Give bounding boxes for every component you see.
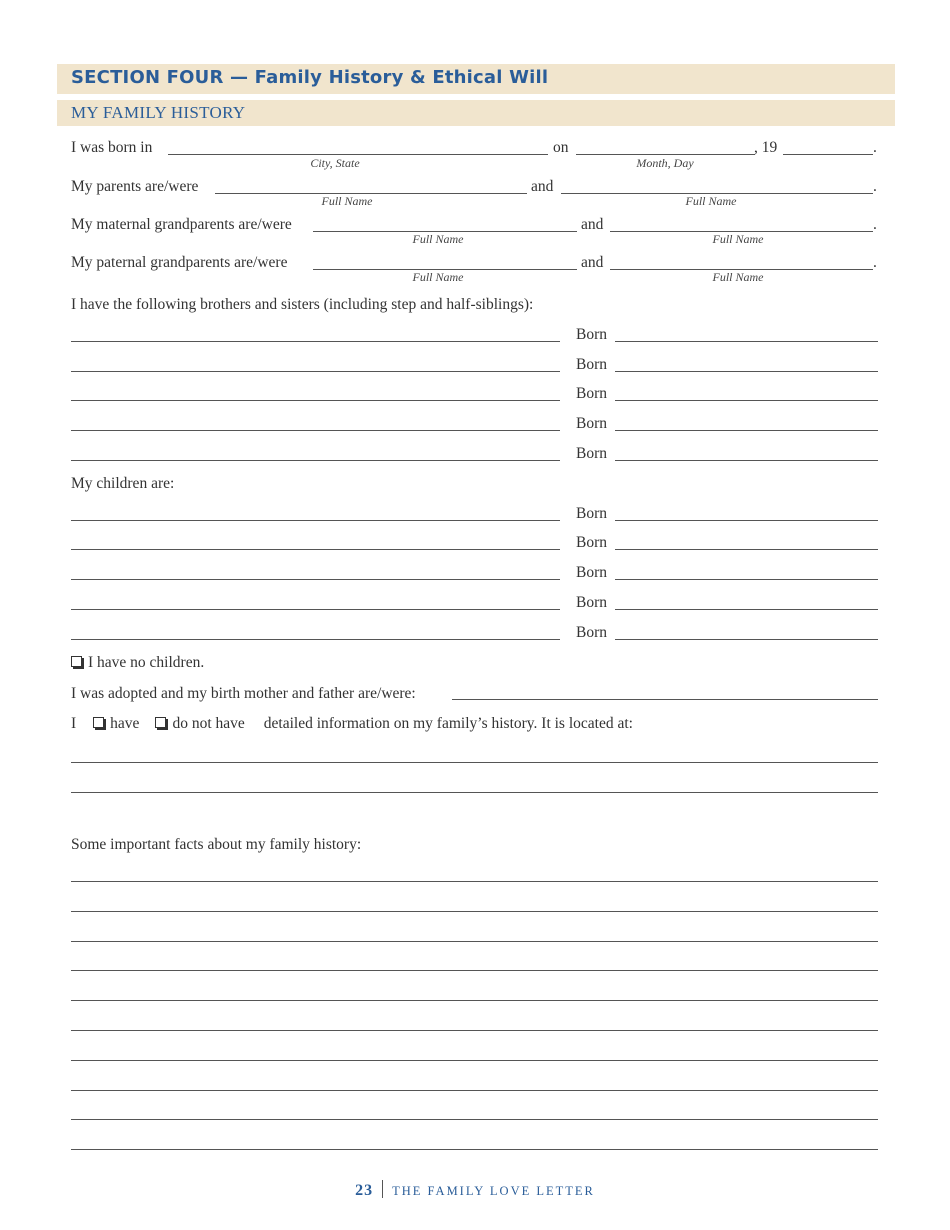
full-name-caption: Full Name <box>412 232 464 246</box>
city-state-caption: City, State <box>310 156 360 170</box>
parents-and-label: and <box>531 178 554 195</box>
siblings-label: I have the following brothers and sisters (including step and half-siblings): <box>71 296 534 313</box>
facts-field[interactable] <box>71 941 878 942</box>
full-name-caption: Full Name <box>712 270 764 284</box>
page-number: 23 <box>355 1182 374 1199</box>
month-day-caption: Month, Day <box>636 156 694 170</box>
child-name-field[interactable] <box>71 639 560 640</box>
child-born-field[interactable] <box>615 609 878 610</box>
adopted-label: I was adopted and my birth mother and father are/were: <box>71 685 416 702</box>
birth-end-period: . <box>873 139 877 156</box>
sibling-born-field[interactable] <box>615 430 878 431</box>
parents-label: My parents are/were <box>71 178 199 195</box>
born-label: Born <box>576 326 607 343</box>
born-label: Born <box>576 385 607 402</box>
child-born-field[interactable] <box>615 549 878 550</box>
facts-field[interactable] <box>71 1119 878 1120</box>
sibling-born-field[interactable] <box>615 371 878 372</box>
facts-field[interactable] <box>71 881 878 882</box>
child-name-field[interactable] <box>71 520 560 521</box>
birth-parents-field[interactable] <box>452 699 878 700</box>
history-location-field[interactable] <box>71 792 878 793</box>
sibling-born-field[interactable] <box>615 400 878 401</box>
facts-field[interactable] <box>71 1090 878 1091</box>
born-label: Born <box>576 445 607 462</box>
paternal-grandparents-label: My paternal grandparents are/were <box>71 254 288 271</box>
footer-divider <box>382 1180 383 1198</box>
do-not-have-checkbox[interactable] <box>155 717 166 728</box>
parents-end-period: . <box>873 178 877 195</box>
birth-year-field[interactable] <box>783 154 873 155</box>
facts-label: Some important facts about my family history: <box>71 836 362 853</box>
history-info-row <box>71 715 633 733</box>
born-label: Born <box>576 564 607 581</box>
facts-field[interactable] <box>71 1000 878 1001</box>
maternal-and-label: and <box>581 216 604 233</box>
born-label: Born <box>576 594 607 611</box>
full-name-caption: Full Name <box>412 270 464 284</box>
full-name-caption: Full Name <box>321 194 373 208</box>
child-name-field[interactable] <box>71 549 560 550</box>
born-label: Born <box>576 624 607 641</box>
facts-field[interactable] <box>71 970 878 971</box>
child-born-field[interactable] <box>615 579 878 580</box>
sibling-name-field[interactable] <box>71 400 560 401</box>
history-suffix: detailed information on my family’s history. It is located at: <box>263 715 633 732</box>
paternal-end-period: . <box>873 254 877 271</box>
facts-field[interactable] <box>71 911 878 912</box>
history-location-field[interactable] <box>71 762 878 763</box>
born-label: Born <box>576 356 607 373</box>
have-checkbox[interactable] <box>93 717 104 728</box>
child-name-field[interactable] <box>71 609 560 610</box>
no-children-checkbox[interactable] <box>71 656 82 667</box>
subsection-title: MY FAMILY HISTORY <box>71 103 246 122</box>
sibling-born-field[interactable] <box>615 341 878 342</box>
children-label: My children are: <box>71 475 175 492</box>
child-born-field[interactable] <box>615 520 878 521</box>
facts-field[interactable] <box>71 1149 878 1150</box>
sibling-born-field[interactable] <box>615 460 878 461</box>
birth-date-field[interactable] <box>576 154 755 155</box>
born-label: Born <box>576 415 607 432</box>
sibling-name-field[interactable] <box>71 341 560 342</box>
maternal-end-period: . <box>873 216 877 233</box>
page-footer <box>0 1180 950 1200</box>
year-prefix-label: , 19 <box>754 139 778 156</box>
full-name-caption: Full Name <box>712 232 764 246</box>
born-label: Born <box>576 534 607 551</box>
full-name-caption: Full Name <box>685 194 737 208</box>
on-label: on <box>553 139 569 156</box>
maternal-grandparents-label: My maternal grandparents are/were <box>71 216 292 233</box>
paternal-and-label: and <box>581 254 604 271</box>
sibling-name-field[interactable] <box>71 430 560 431</box>
facts-field[interactable] <box>71 1030 878 1031</box>
do-not-have-label: do not have <box>172 715 245 732</box>
born-in-label: I was born in <box>71 139 153 156</box>
born-label: Born <box>576 505 607 522</box>
no-children-label: I have no children. <box>88 654 205 671</box>
child-name-field[interactable] <box>71 579 560 580</box>
sibling-name-field[interactable] <box>71 460 560 461</box>
have-label: have <box>110 715 140 732</box>
birth-city-field[interactable] <box>168 154 548 155</box>
facts-field[interactable] <box>71 1060 878 1061</box>
sibling-name-field[interactable] <box>71 371 560 372</box>
child-born-field[interactable] <box>615 639 878 640</box>
history-prefix: I <box>71 715 77 732</box>
section-title: SECTION FOUR — Family History & Ethical Will <box>71 67 549 88</box>
no-children-row <box>71 654 204 672</box>
footer-brand: THE FAMILY LOVE LETTER <box>392 1184 595 1198</box>
